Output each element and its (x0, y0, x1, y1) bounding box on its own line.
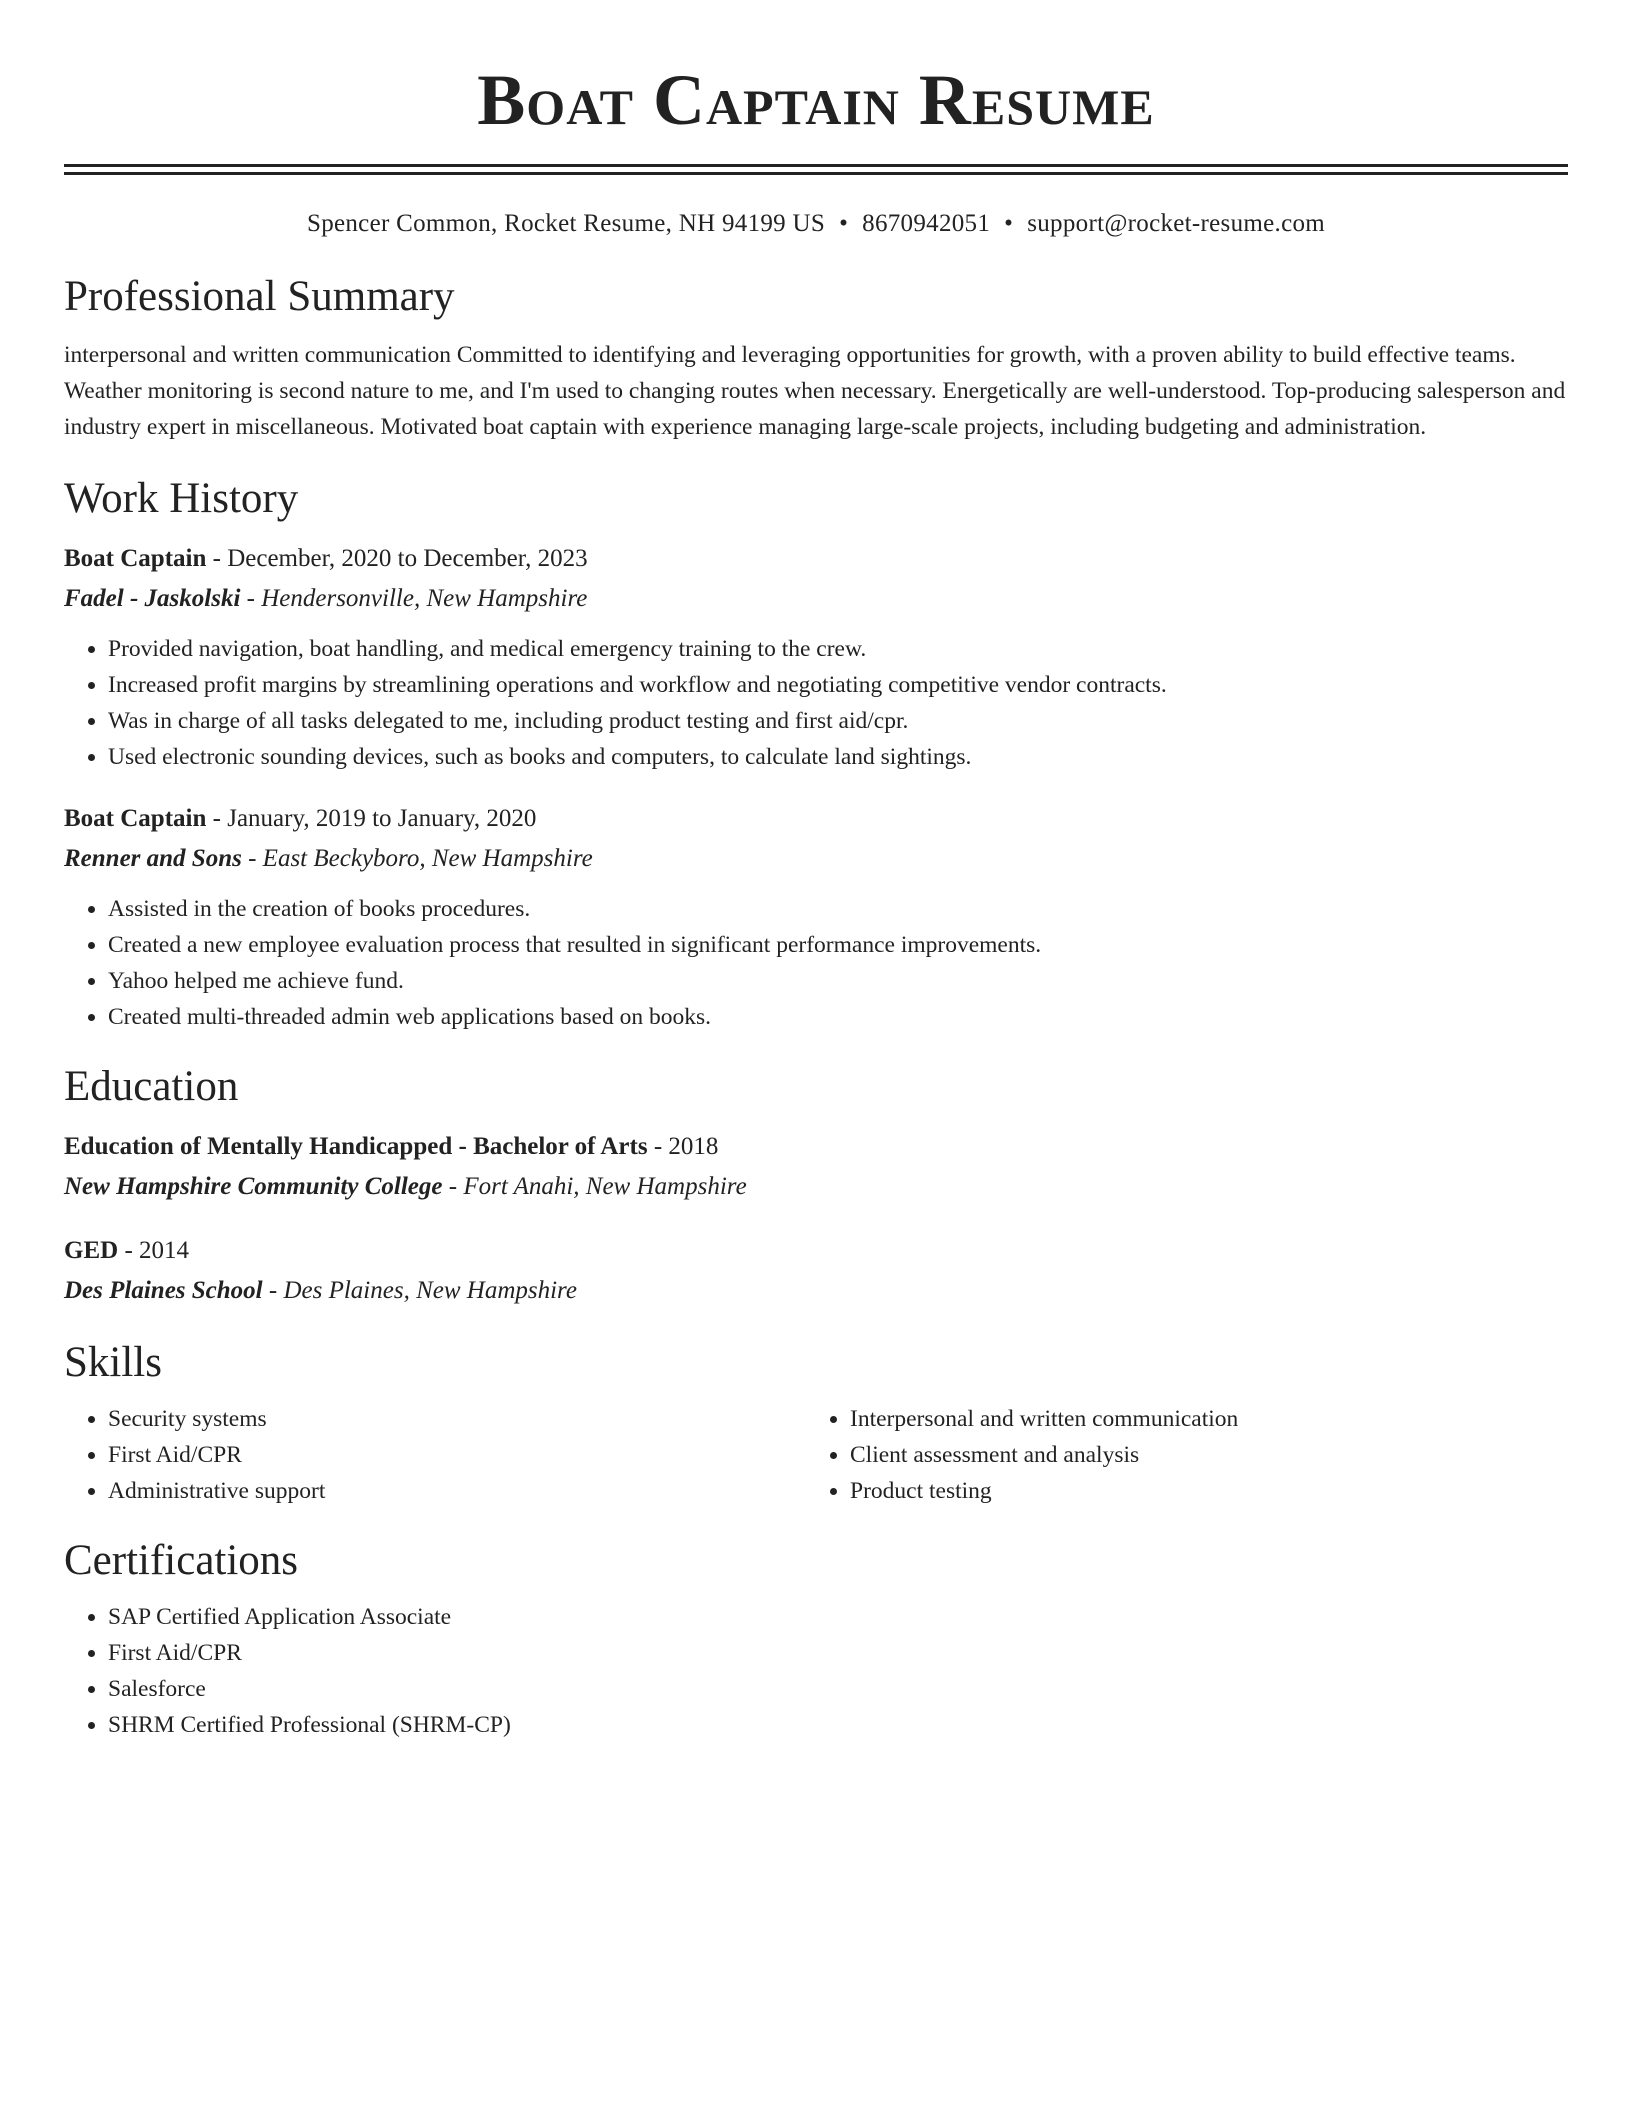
job-bullet: • Used electronic sounding devices, such as books and computers, to calculate land sightings. (108, 739, 1568, 775)
summary-heading: Professional Summary (64, 273, 455, 320)
job-company: Renner and Sons (64, 845, 242, 872)
education-heading: Education (64, 1063, 239, 1110)
degree: Education of Mentally Handicapped - Bachelor of Arts (64, 1133, 648, 1160)
job-title: Boat Captain (64, 545, 207, 572)
education-entry (64, 1231, 1568, 1311)
degree: GED (64, 1237, 119, 1264)
certification-item: • Salesforce (108, 1671, 1568, 1707)
resume-title: Boat Captain Resume (477, 60, 1155, 140)
job-location: - Hendersonville, New Hampshire (240, 585, 588, 612)
school: Des Plaines School (64, 1277, 263, 1304)
skill-item: • Administrative support (108, 1473, 806, 1509)
job-dates: - December, 2020 to December, 2023 (206, 545, 588, 572)
skills-grid (64, 1401, 1568, 1509)
skills-list (64, 1401, 806, 1509)
job-bullet: • Created a new employee evaluation process that resulted in significant performance improvements. (108, 927, 1568, 963)
job-bullet: • Yahoo helped me achieve fund. (108, 963, 1568, 999)
contact-separator: • (839, 210, 849, 237)
job-title-line (64, 539, 1568, 579)
school: New Hampshire Community College (64, 1173, 443, 1200)
certification-item: • First Aid/CPR (108, 1635, 1568, 1671)
degree-year: - 2014 (118, 1237, 190, 1264)
skills-list (806, 1401, 1548, 1509)
certifications-heading: Certifications (64, 1537, 299, 1584)
school-location: - Fort Anahi, New Hampshire (442, 1173, 747, 1200)
job-entry (64, 539, 1568, 775)
skill-item: • Product testing (850, 1473, 1548, 1509)
job-title: Boat Captain (64, 805, 207, 832)
job-entry (64, 799, 1568, 1035)
contact-separator: • (1004, 210, 1014, 237)
job-bullet: • Increased profit margins by streamlining operations and workflow and negotiating competitive vendor contracts. (108, 667, 1568, 703)
contact-line (64, 207, 1568, 241)
job-title-line (64, 799, 1568, 839)
skill-item: • Client assessment and analysis (850, 1437, 1548, 1473)
job-bullet: • Was in charge of all tasks delegated to me, including product testing and first aid/cpr. (108, 703, 1568, 739)
job-location: - East Beckyboro, New Hampshire (241, 845, 593, 872)
school-line (64, 1167, 1568, 1207)
skills-column-left (64, 1401, 806, 1509)
job-bullets (64, 631, 1568, 775)
job-bullet: • Assisted in the creation of books procedures. (108, 891, 1568, 927)
skill-item: • Security systems (108, 1401, 806, 1437)
contact-address: Spencer Common, Rocket Resume, NH 94199 US (306, 210, 826, 237)
certifications-list (64, 1599, 1568, 1743)
job-company-line (64, 839, 1568, 879)
job-company-line (64, 579, 1568, 619)
degree-line (64, 1127, 1568, 1167)
skills-heading: Skills (64, 1339, 162, 1386)
skill-item: • First Aid/CPR (108, 1437, 806, 1473)
degree-line (64, 1231, 1568, 1271)
education-entry (64, 1127, 1568, 1207)
certification-item: • SHRM Certified Professional (SHRM-CP) (108, 1707, 1568, 1743)
school-location: - Des Plaines, New Hampshire (262, 1277, 577, 1304)
summary-text: interpersonal and written communication Committed to identifying and leveraging opportunities for growth, with a proven ability to build effective teams. Weather monitoring is second nature to me, and I'm used to changing routes when necessary. Energetically are well-understood. Top-producing salesperson and industry expert in miscellaneous. Motivated boat captain with experience managing large-scale projects, including budgeting and administration. (64, 342, 1566, 440)
certification-item: • SAP Certified Application Associate (108, 1599, 1568, 1635)
job-bullet: • Provided navigation, boat handling, and medical emergency training to the crew. (108, 631, 1568, 667)
skills-column-right (806, 1401, 1548, 1509)
skill-item: • Interpersonal and written communication (850, 1401, 1548, 1437)
contact-email: support@rocket-resume.com (1027, 210, 1326, 237)
contact-phone: 8670942051 (862, 210, 991, 237)
job-bullets (64, 891, 1568, 1035)
school-line (64, 1271, 1568, 1311)
work-history-heading: Work History (64, 475, 299, 522)
job-bullet: • Created multi-threaded admin web applications based on books. (108, 999, 1568, 1035)
job-dates: - January, 2019 to January, 2020 (206, 805, 537, 832)
job-company: Fadel - Jaskolski (64, 585, 241, 612)
degree-year: - 2018 (647, 1133, 719, 1160)
title-double-rule (64, 164, 1568, 175)
